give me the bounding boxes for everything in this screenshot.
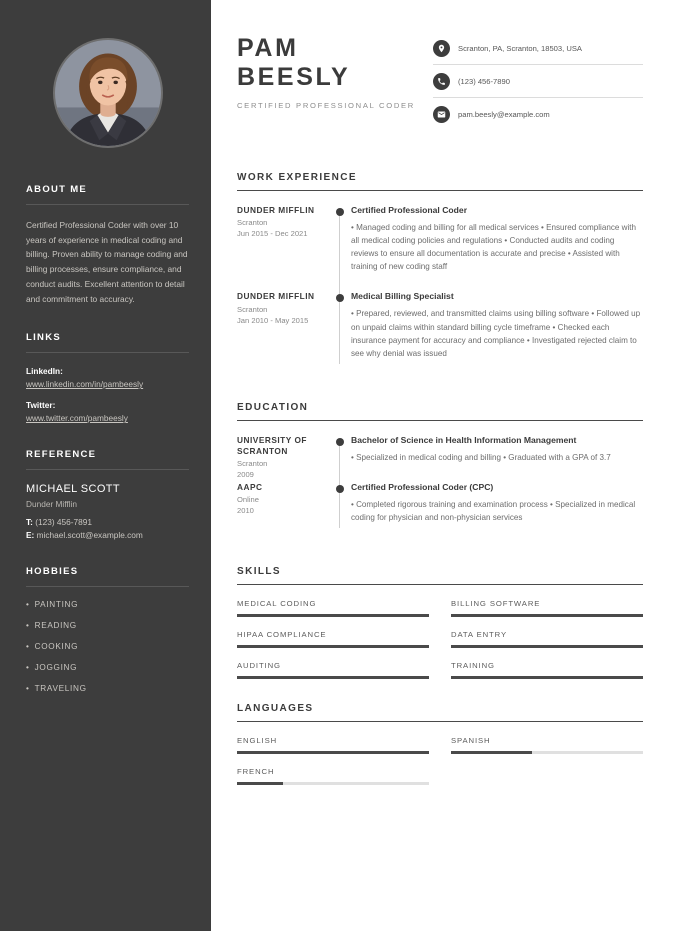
education-school: UNIVERSITY OF SCRANTON [237, 434, 307, 457]
education-dates: 2010 [237, 506, 254, 516]
work-experience-section [237, 172, 643, 378]
about-heading: ABOUT ME [26, 184, 88, 195]
timeline-dot-icon [336, 208, 344, 216]
skill-bar [451, 614, 643, 617]
education-heading: EDUCATION [237, 401, 309, 413]
linkedin-link[interactable]: www.linkedin.com/in/pambeesly [26, 379, 144, 390]
avatar-container [26, 38, 189, 148]
skills-heading: SKILLS [237, 566, 281, 578]
hobby-label: PAINTING [34, 600, 79, 610]
envelope-icon [433, 106, 450, 123]
name-block [237, 34, 415, 110]
languages-heading: LANGUAGES [237, 703, 314, 715]
job-role-subtitle: CERTIFIED PROFESSIONAL CODER [237, 101, 415, 110]
skill-item [237, 630, 429, 648]
links-heading: LINKS [26, 332, 61, 344]
skill-item [451, 599, 643, 617]
skill-label: TRAINING [451, 661, 495, 671]
language-label: ENGLISH [237, 736, 278, 746]
sidebar [0, 0, 211, 931]
language-label: SPANISH [451, 736, 491, 746]
skill-label: AUDITING [237, 661, 281, 671]
skill-bar-fill [237, 645, 429, 648]
links-divider [26, 352, 189, 353]
work-company: DUNDER MIFFLIN [237, 205, 315, 215]
work-dates: Jan 2010 - May 2015 [237, 315, 309, 325]
skill-label: BILLING SOFTWARE [451, 599, 541, 609]
first-name: PAM [237, 34, 299, 62]
timeline-marker [329, 482, 351, 542]
hobby-item [26, 684, 189, 693]
reference-email-row [26, 530, 189, 540]
hobby-item [26, 621, 189, 630]
work-entry-body [351, 205, 643, 291]
hobby-label: TRAVELING [34, 684, 87, 694]
work-entry [237, 205, 643, 291]
education-entry [237, 482, 643, 542]
location-pin-icon [433, 40, 450, 57]
language-bar-fill [237, 751, 429, 754]
skill-bar [451, 676, 643, 679]
bullet-icon: • [26, 684, 30, 694]
bullet-icon: • [26, 642, 30, 652]
timeline-line [339, 488, 340, 528]
portrait-illustration [55, 40, 161, 146]
hobbies-divider [26, 586, 189, 587]
skills-grid [237, 599, 643, 679]
education-description: • Specialized in medical coding and billing • Graduated with a GPA of 3.7 [351, 452, 611, 462]
education-entry-meta [237, 435, 329, 482]
reference-email-label: E: [26, 530, 35, 541]
skill-bar [237, 676, 429, 679]
timeline-marker [329, 205, 351, 291]
avatar [53, 38, 163, 148]
work-entry [237, 291, 643, 377]
skills-section [237, 566, 643, 679]
education-location: Online [237, 495, 259, 505]
about-text: Certified Professional Coder with over 10 years of experience in medical coding and billing. Proven ability to manage coding and billing processes, ensure compliance, and conduct audits. Excellent attention to detail and commitment to accuracy. [26, 220, 188, 304]
work-experience-heading: WORK EXPERIENCE [237, 172, 357, 183]
skill-label: MEDICAL CODING [237, 599, 317, 609]
last-name: BEESLY [237, 63, 351, 91]
reference-phone-row [26, 517, 189, 527]
work-dates: Jun 2015 - Dec 2021 [237, 229, 308, 239]
education-location: Scranton [237, 459, 268, 469]
education-divider [237, 420, 643, 421]
skill-bar-fill [451, 645, 643, 648]
work-description: • Prepared, reviewed, and transmitted claims using billing software • Followed up on unpaid claims within standard billing cycle timeframe • Checked each insurance payment for accuracy and compliance • Investigated rejected claim to see why denial was issued [351, 309, 641, 358]
bullet-icon: • [26, 621, 30, 631]
work-entry-meta [237, 205, 329, 291]
timeline-marker [329, 291, 351, 377]
hobby-item [26, 642, 189, 651]
work-company: DUNDER MIFFLIN [237, 291, 315, 302]
skill-bar-fill [451, 614, 643, 617]
contact-address-row [433, 40, 643, 65]
hobby-label: COOKING [34, 642, 79, 652]
language-label: FRENCH [237, 767, 275, 777]
education-entry-body [351, 435, 643, 482]
timeline-line [339, 211, 340, 301]
hobby-label: READING [34, 621, 77, 631]
language-bar-fill [237, 782, 283, 785]
contact-phone-row [433, 73, 643, 98]
reference-email: michael.scott@example.com [36, 530, 143, 541]
reference-company: Dunder Mifflin [26, 499, 78, 510]
work-description: • Managed coding and billing for all medical services • Ensured compliance with all medical coding policies and regulations • Conducted audits and coding reviews to ensure all documentation is accurate and precise • Assisted with training of new coding staff [351, 223, 637, 272]
twitter-link[interactable]: www.twitter.com/pambeesly [26, 413, 128, 424]
reference-section [26, 449, 189, 540]
education-section [237, 402, 643, 542]
education-entry-meta [237, 482, 329, 542]
education-description: • Completed rigorous training and examination process • Specialized in medical coding for physician and non-physician services [351, 499, 636, 523]
language-bar [451, 751, 643, 754]
language-bar [237, 782, 429, 785]
timeline-dot-icon [336, 438, 344, 446]
language-item [237, 767, 429, 785]
link-item [26, 400, 189, 423]
languages-section [237, 703, 643, 785]
contact-email-row [433, 106, 643, 130]
education-dates: 2009 [237, 470, 254, 480]
reference-name: MICHAEL SCOTT [26, 483, 121, 496]
hobby-item [26, 663, 189, 672]
bullet-icon: • [26, 663, 30, 673]
work-entry-body [351, 291, 643, 377]
education-entry-body [351, 482, 643, 542]
education-degree: Bachelor of Science in Health Information Management [351, 434, 577, 445]
contact-phone: (123) 456-7890 [458, 77, 510, 86]
skill-item [451, 661, 643, 679]
timeline-dot-icon [336, 294, 344, 302]
hobby-label: JOGGING [34, 663, 78, 673]
hobby-item [26, 600, 189, 609]
main-content [211, 0, 675, 931]
contact-list [433, 34, 643, 138]
work-location: Scranton [237, 218, 268, 228]
work-experience-divider [237, 190, 643, 191]
contact-address: Scranton, PA, Scranton, 18503, USA [458, 44, 582, 53]
link-label: LinkedIn: [26, 366, 63, 377]
language-bar [237, 751, 429, 754]
work-location: Scranton [237, 304, 268, 314]
languages-divider [237, 721, 643, 722]
skill-bar-fill [451, 676, 643, 679]
work-title: Medical Billing Specialist [351, 291, 454, 302]
about-section [26, 184, 189, 306]
language-item [451, 736, 643, 754]
education-school: AAPC [237, 481, 263, 492]
link-item [26, 366, 189, 389]
timeline-marker [329, 435, 351, 482]
link-label: Twitter: [26, 400, 56, 411]
skill-item [451, 630, 643, 648]
bullet-icon: • [26, 600, 30, 610]
skills-divider [237, 584, 643, 585]
reference-phone-label: T: [26, 517, 33, 528]
reference-divider [26, 469, 189, 470]
skill-bar-fill [237, 614, 429, 617]
skill-label: DATA ENTRY [451, 630, 507, 640]
reference-heading: REFERENCE [26, 449, 97, 461]
phone-icon [433, 73, 450, 90]
hobbies-section [26, 566, 189, 693]
work-entry-meta [237, 291, 329, 377]
timeline-dot-icon [336, 485, 344, 493]
skill-item [237, 599, 429, 617]
language-item [237, 736, 429, 754]
skill-bar [237, 645, 429, 648]
hobbies-heading: HOBBIES [26, 566, 79, 578]
education-degree: Certified Professional Coder (CPC) [351, 481, 494, 492]
education-entry [237, 435, 643, 482]
skill-item [237, 661, 429, 679]
reference-phone: (123) 456-7891 [35, 517, 92, 528]
skill-bar [451, 645, 643, 648]
language-bar-fill [451, 751, 532, 754]
resume-header [237, 34, 643, 138]
skill-label: HIPAA COMPLIANCE [237, 630, 327, 640]
work-title: Certified Professional Coder [351, 205, 468, 215]
about-divider [26, 204, 189, 205]
skill-bar-fill [237, 676, 429, 679]
timeline-line [339, 297, 340, 363]
links-section [26, 332, 189, 423]
contact-email: pam.beesly@example.com [458, 110, 550, 119]
languages-grid [237, 736, 643, 785]
skill-bar [237, 614, 429, 617]
